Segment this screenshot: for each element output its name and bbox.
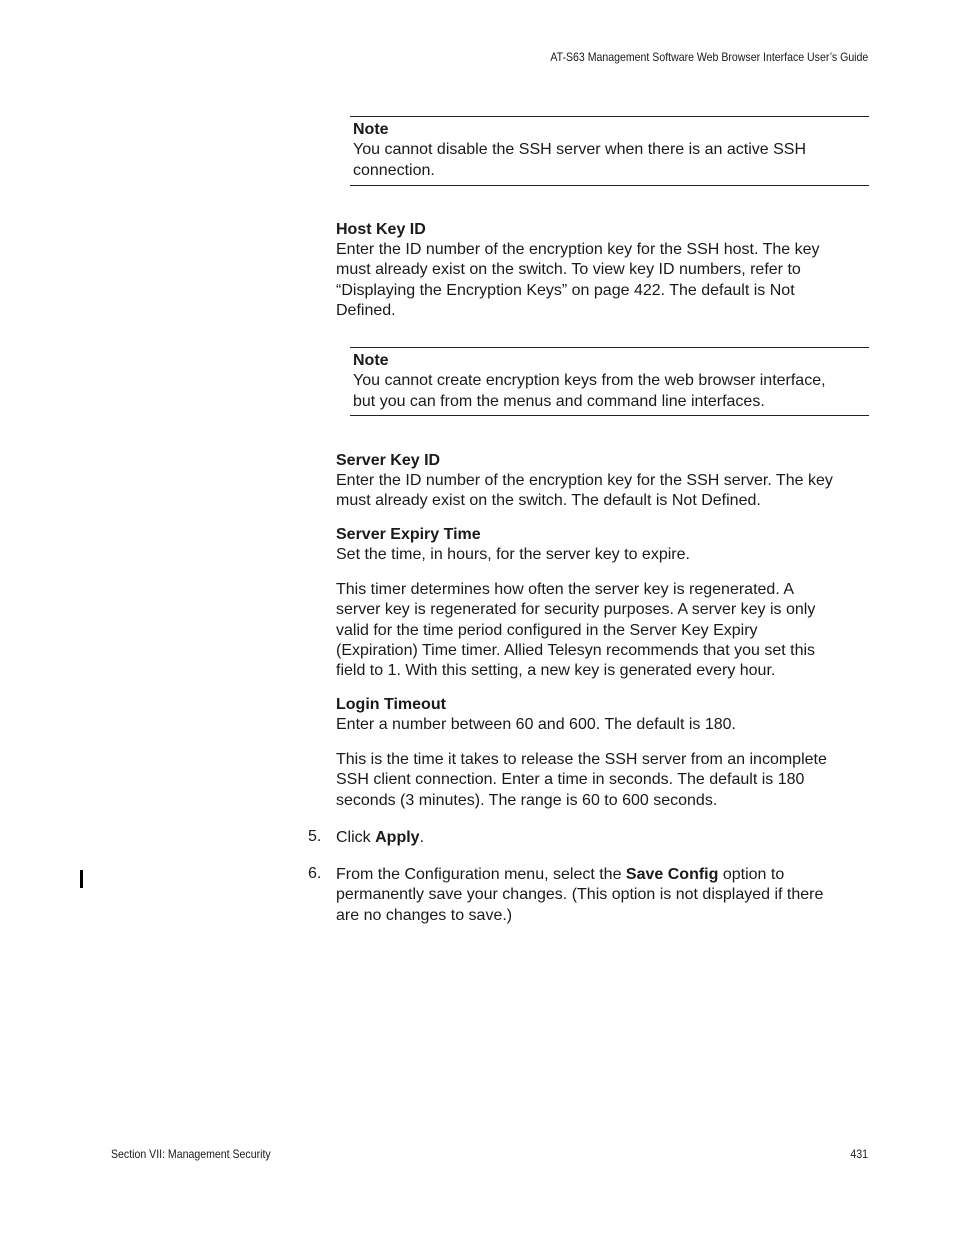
page-number: 431 xyxy=(850,1147,868,1161)
heading-server-key-id: Server Key ID xyxy=(336,452,441,469)
server-expiry-detail: This timer determines how often the server key is regenerated. A server key is regenerated for security purposes. A server key is only valid for the time period configured in the Server Key Expiry (Expiration) Time timer. Allied Telesyn recommends that you set this field to 1. With this setting, a new key is generated every hour. xyxy=(336,581,816,680)
save-config-label: Save Config xyxy=(625,866,719,883)
section-host-key-id xyxy=(336,220,871,321)
server-expiry-description: Set the time, in hours, for the server key to expire. xyxy=(336,546,690,563)
apply-label: Apply xyxy=(375,829,420,846)
heading-server-expiry-time: Server Expiry Time xyxy=(336,526,481,543)
note-box-ssh xyxy=(350,116,869,186)
note-text: You cannot disable the SSH server when there is an active SSH connection. xyxy=(353,141,806,179)
note-text: You cannot create encryption keys from the web browser interface, but you can from the menus and command line interfaces. xyxy=(353,372,826,410)
running-header: AT-S63 Management Software Web Browser Interface User’s Guide xyxy=(550,50,868,64)
heading-host-key-id: Host Key ID xyxy=(336,221,426,238)
note-box-encryption xyxy=(350,347,869,416)
change-bar xyxy=(80,870,83,888)
heading-login-timeout: Login Timeout xyxy=(336,696,446,713)
host-key-description: Enter the ID number of the encryption key for the SSH host. The key must already exist on the switch. To view key ID numbers, refer to “Displaying the Encryption Keys” on page 422. The default is Not Defined. xyxy=(336,241,820,319)
section-server-expiry-time xyxy=(336,525,871,565)
step-6-number: 6. xyxy=(308,865,322,882)
section-server-key-id xyxy=(336,451,871,512)
note-title: Note xyxy=(353,121,389,138)
server-key-description: Enter the ID number of the encryption key for the SSH server. The key must already exist on the switch. The default is Not Defined. xyxy=(336,472,833,510)
footer-section: Section VII: Management Security xyxy=(111,1147,271,1161)
step-5-number: 5. xyxy=(308,828,322,845)
step-6-text: From the Configuration menu, select the Save Config option to permanently save your changes. (This option is not displayed if there are no changes to save.) xyxy=(336,866,824,924)
login-timeout-detail: This is the time it takes to release the SSH server from an incomplete SSH client connection. Enter a time in seconds. The default is 180 seconds (3 minutes). The range is 60 to 600 seconds. xyxy=(336,751,827,809)
step-5-text: Click Apply. xyxy=(336,829,425,846)
login-timeout-description: Enter a number between 60 and 600. The default is 180. xyxy=(336,716,736,733)
section-login-timeout xyxy=(336,695,871,735)
note-title: Note xyxy=(353,352,389,369)
